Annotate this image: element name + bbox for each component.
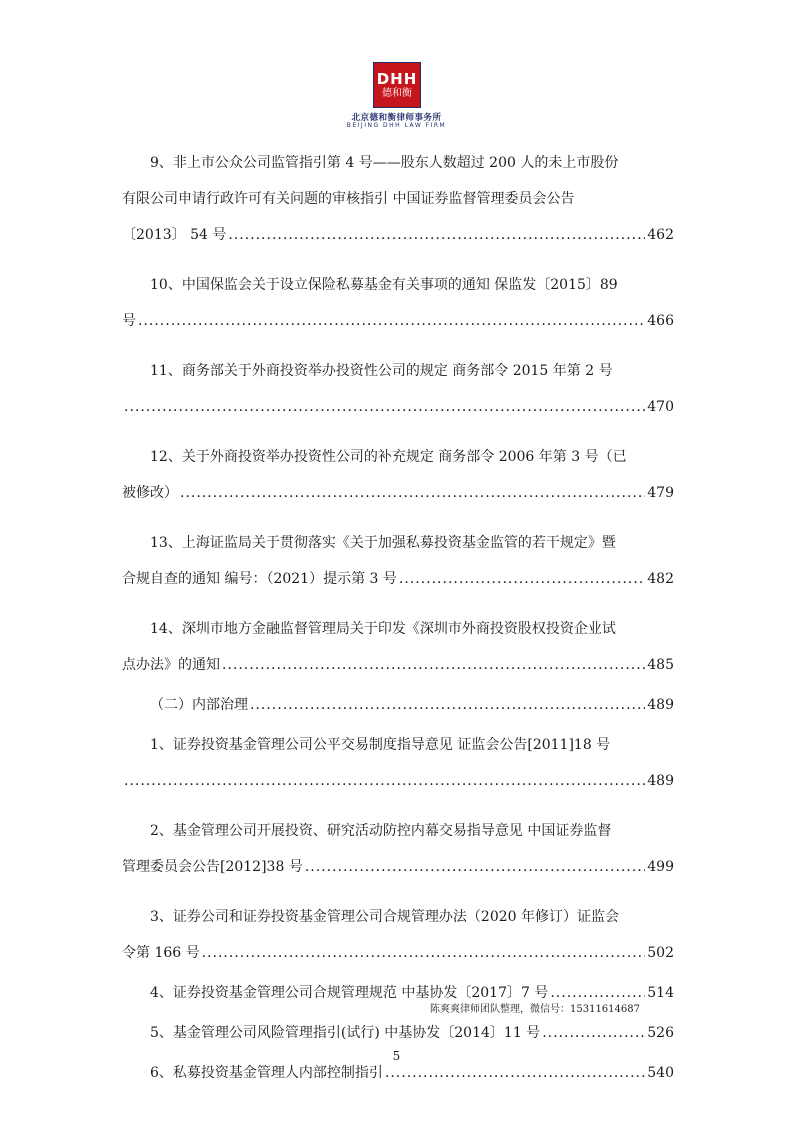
firm-name-en: BEIJING DHH LAW FIRM (346, 122, 447, 129)
leader-dots (222, 647, 645, 683)
footer-note: 陈爽爽律师团队整理，微信号：15311614687 (430, 1004, 640, 1015)
leader-dots (124, 389, 645, 425)
page-number: 5 (392, 1049, 401, 1063)
toc-entry[interactable] (122, 1015, 674, 1051)
toc-entry-last-line (122, 303, 674, 339)
toc-entry-title-tail: 管理委员会公告[2012]38 号 (122, 859, 303, 875)
toc-entry[interactable] (122, 727, 674, 799)
leader-dots (542, 1015, 645, 1051)
toc-entry-last-line (122, 647, 674, 683)
toc-entry-title-line: 有限公司申请行政许可有关问题的审核指引 中国证券监督管理委员会公告 (122, 191, 575, 207)
toc-entry[interactable] (122, 813, 674, 885)
toc-entry[interactable] (122, 145, 674, 253)
toc-entry-title-line: 14、深圳市地方金融监督管理局关于印发《深圳市外商投资股权投资企业试 (150, 621, 616, 637)
firm-logo (373, 62, 421, 108)
toc-page-number: 466 (647, 313, 674, 329)
toc-entry[interactable] (122, 439, 674, 511)
toc-entry-title-line: 2、基金管理公司开展投资、研究活动防控内幕交易指导意见 中国证券监督 (150, 823, 612, 839)
toc-entry-last-line (122, 1015, 674, 1051)
logo-subtitle: 德和衡 (382, 87, 412, 99)
toc-entry-title-tail: 合规自查的通知 编号：（2021）提示第 3 号 (122, 571, 397, 587)
table-of-contents (122, 145, 674, 1091)
toc-page-number: 499 (647, 859, 674, 875)
leader-dots (138, 303, 645, 339)
firm-name-cn: 北京德和衡律师事务所 (351, 113, 442, 123)
toc-entry-title-line: 3、证券公司和证券投资基金管理公司合规管理办法（2020 年修订）证监会 (150, 909, 619, 925)
toc-entry-last-line (122, 389, 674, 425)
toc-entry-title-tail: 被修改） (122, 485, 178, 501)
leader-dots (202, 935, 646, 971)
leader-dots (305, 849, 645, 885)
toc-entry-title-line: 13、上海证监局关于贯彻落实《关于加强私募投资基金监管的若干规定》暨 (150, 535, 616, 551)
toc-entry-title-line: 10、中国保监会关于设立保险私募基金有关事项的通知 保监发〔2015〕89 (150, 277, 618, 293)
toc-entry-last-line (122, 561, 674, 597)
toc-entry-title-tail: 号 (122, 313, 136, 329)
toc-entry-title-tail: 6、私募投资基金管理人内部控制指引 (150, 1065, 383, 1081)
toc-entry-last-line (122, 475, 674, 511)
toc-entry-last-line (122, 849, 674, 885)
toc-entry[interactable] (122, 899, 674, 971)
toc-entry[interactable] (122, 611, 674, 683)
toc-page-number: 540 (647, 1065, 674, 1081)
logo-mark: DHH (376, 69, 418, 88)
toc-page-number: 482 (647, 571, 674, 587)
toc-page-number: 462 (647, 227, 674, 243)
toc-page-number: 479 (647, 485, 674, 501)
toc-entry-title-line: 11、商务部关于外商投资举办投资性公司的规定 商务部令 2015 年第 2 号 (150, 363, 613, 379)
leader-dots (228, 217, 645, 253)
toc-entry-title-line: 12、关于外商投资举办投资性公司的补充规定 商务部令 2006 年第 3 号（已 (150, 449, 627, 465)
leader-dots (250, 687, 645, 723)
leader-dots (399, 561, 645, 597)
toc-page-number: 489 (647, 773, 674, 789)
toc-page-number: 514 (647, 985, 674, 1001)
toc-entry[interactable] (122, 267, 674, 339)
toc-entry-title-tail: 点办法》的通知 (122, 657, 220, 673)
leader-dots (180, 475, 645, 511)
toc-entry-title-line: 1、证券投资基金管理公司公平交易制度指导意见 证监会公告[2011]18 号 (150, 737, 611, 753)
toc-entry-last-line (122, 763, 674, 799)
toc-entry-title-tail: 令第 166 号 (122, 945, 200, 961)
toc-page-number: 526 (647, 1025, 674, 1041)
toc-entry[interactable] (122, 687, 674, 723)
leader-dots (124, 763, 645, 799)
toc-entry-title-tail: （二）内部治理 (150, 697, 248, 713)
toc-entry-last-line (122, 935, 674, 971)
toc-page-number: 489 (647, 697, 674, 713)
toc-entry[interactable] (122, 353, 674, 425)
toc-entry-title-tail: 4、证券投资基金管理公司合规管理规范 中基协发〔2017〕7 号 (150, 985, 549, 1001)
toc-page-number: 502 (647, 945, 674, 961)
toc-page-number: 485 (647, 657, 674, 673)
toc-page-number: 470 (647, 399, 674, 415)
toc-entry-title-tail: 〔2013〕 54 号 (122, 227, 227, 243)
toc-entry-last-line (122, 217, 674, 253)
toc-entry-title-line: 9、非上市公众公司监管指引第 4 号——股东人数超过 200 人的未上市股份 (150, 155, 619, 171)
toc-entry-title-tail: 5、基金管理公司风险管理指引(试行) 中基协发〔2014〕11 号 (150, 1025, 541, 1041)
toc-entry-last-line (122, 687, 674, 723)
toc-entry[interactable] (122, 525, 674, 597)
